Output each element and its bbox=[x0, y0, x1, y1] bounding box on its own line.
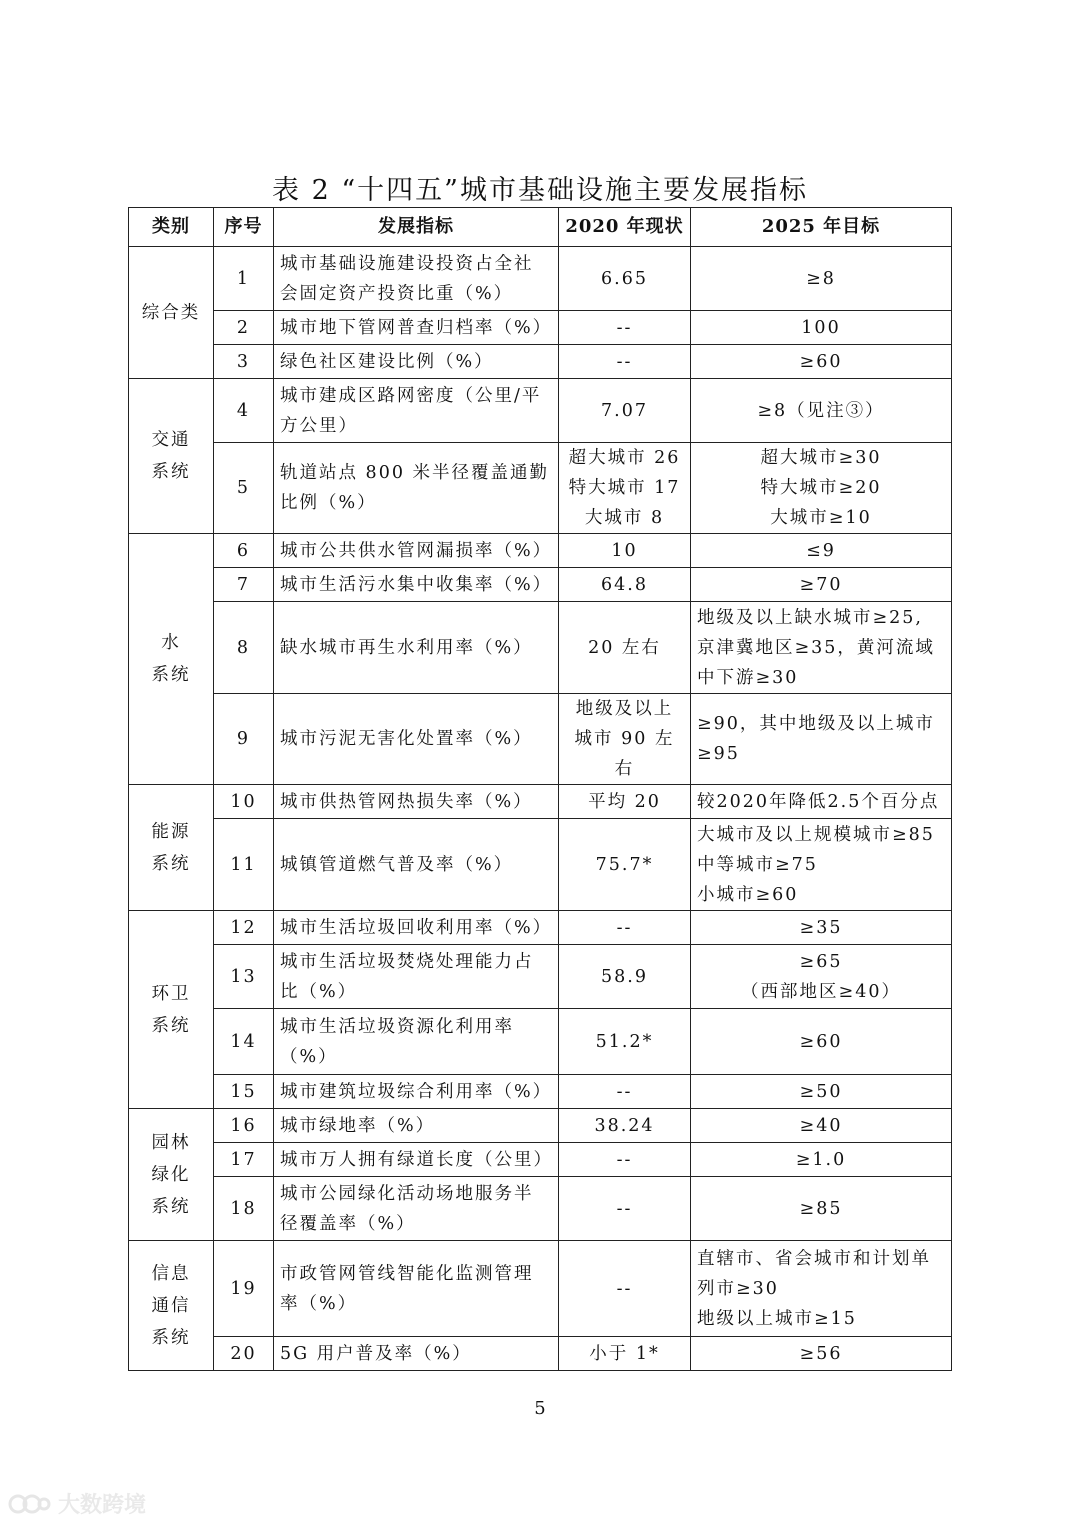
cell-line: 通信 bbox=[151, 1295, 191, 1316]
cell-line: 地级及以上缺水城市≥25, bbox=[697, 607, 923, 628]
cell-line: 城市 90 左右 bbox=[574, 729, 675, 779]
cell-line: 交通 bbox=[151, 430, 191, 450]
row-number-cell: 6 bbox=[214, 534, 274, 568]
cell-line: 城市公园绿化活动场地服务半 bbox=[280, 1183, 534, 1204]
cell-line: 列市≥30 bbox=[697, 1278, 779, 1299]
category-cell bbox=[129, 1109, 214, 1241]
cell-line: 中等城市≥75 bbox=[697, 854, 818, 875]
cell-line: 特大城市 17 bbox=[568, 478, 681, 498]
cell-line: 京津冀地区≥35，黄河流域 bbox=[697, 637, 935, 658]
header-target-2025: 2025 年目标 bbox=[691, 208, 952, 247]
row-number-cell: 15 bbox=[214, 1075, 274, 1109]
status-2020-cell bbox=[559, 1109, 691, 1143]
cell-line: 能源 bbox=[151, 821, 191, 842]
cell-line: 方公里） bbox=[280, 415, 358, 436]
cell-line: ≥56 bbox=[799, 1343, 843, 1364]
table-row bbox=[129, 311, 952, 345]
status-2020-cell bbox=[559, 568, 691, 602]
target-2025-cell bbox=[691, 443, 952, 534]
status-2020-cell bbox=[559, 1241, 691, 1337]
header-status-2020: 2020 年现状 bbox=[559, 208, 691, 247]
status-2020-cell bbox=[559, 1143, 691, 1177]
cell-line: 城市供热管网热损失率（%） bbox=[280, 791, 533, 812]
table-row bbox=[129, 945, 952, 1009]
category-cell bbox=[129, 785, 214, 911]
cell-line: 市政管网管线智能化监测管理 bbox=[280, 1263, 534, 1284]
target-2025-cell bbox=[691, 1075, 952, 1109]
cell-line: 城市生活垃圾回收利用率（%） bbox=[280, 917, 553, 938]
cell-line: 环卫 bbox=[151, 983, 191, 1004]
table-header-row bbox=[129, 208, 952, 247]
cell-line: 6.65 bbox=[601, 268, 648, 289]
cell-line: -- bbox=[616, 1198, 633, 1219]
header-indicator: 发展指标 bbox=[274, 208, 559, 247]
cell-line: -- bbox=[616, 351, 633, 372]
cell-line: 会固定资产投资比重（%） bbox=[280, 283, 514, 304]
indicator-cell bbox=[274, 1337, 559, 1371]
category-cell bbox=[129, 911, 214, 1109]
cell-line: -- bbox=[616, 1278, 633, 1299]
status-2020-cell bbox=[559, 379, 691, 443]
table-row bbox=[129, 819, 952, 911]
cell-line: ≤9 bbox=[806, 540, 836, 561]
cell-line: 特大城市≥20 bbox=[760, 478, 882, 498]
cell-line: 大城市 8 bbox=[584, 508, 665, 528]
cell-line: 系统 bbox=[151, 665, 191, 685]
indicator-cell bbox=[274, 1241, 559, 1337]
indicator-cell bbox=[274, 534, 559, 568]
row-number-cell: 20 bbox=[214, 1337, 274, 1371]
cell-line: 5G 用户普及率（%） bbox=[280, 1343, 472, 1364]
cell-line: 直辖市、省会城市和计划单 bbox=[697, 1248, 931, 1269]
cell-line: 大城市及以上规模城市≥85 bbox=[697, 824, 935, 845]
target-2025-cell bbox=[691, 1241, 952, 1337]
indicator-cell bbox=[274, 379, 559, 443]
indicator-cell bbox=[274, 602, 559, 694]
target-2025-cell bbox=[691, 694, 952, 785]
status-2020-cell bbox=[559, 945, 691, 1009]
table-row bbox=[129, 1241, 952, 1337]
row-number-cell: 7 bbox=[214, 568, 274, 602]
cell-line: 系统 bbox=[151, 1196, 191, 1217]
header-number: 序号 bbox=[214, 208, 274, 247]
status-2020-cell bbox=[559, 311, 691, 345]
target-2025-cell bbox=[691, 785, 952, 819]
table-row bbox=[129, 443, 952, 534]
status-2020-cell bbox=[559, 1075, 691, 1109]
cell-line: 大城市≥10 bbox=[770, 508, 872, 528]
cell-line: 绿化 bbox=[151, 1164, 191, 1185]
table-row bbox=[129, 345, 952, 379]
cell-line: 中下游≥30 bbox=[697, 667, 799, 688]
header-category: 类别 bbox=[129, 208, 214, 247]
table-row bbox=[129, 1009, 952, 1075]
row-number-cell: 1 bbox=[214, 247, 274, 311]
status-2020-cell bbox=[559, 694, 691, 785]
cell-line: 城市万人拥有绿道长度（公里） bbox=[280, 1149, 553, 1170]
table-row bbox=[129, 602, 952, 694]
cell-line: 城市生活垃圾焚烧处理能力占 bbox=[280, 951, 534, 972]
indicator-cell bbox=[274, 247, 559, 311]
watermark-logo-icon bbox=[8, 1491, 52, 1517]
cell-line: -- bbox=[616, 317, 633, 338]
row-number-cell: 18 bbox=[214, 1177, 274, 1241]
watermark-text: 大数跨境 bbox=[58, 1493, 147, 1518]
category-cell bbox=[129, 379, 214, 534]
table-row bbox=[129, 568, 952, 602]
status-2020-cell bbox=[559, 1337, 691, 1371]
cell-line: -- bbox=[616, 917, 633, 938]
cell-line: ≥60 bbox=[799, 351, 843, 372]
indicator-cell bbox=[274, 1143, 559, 1177]
cell-line: 比例（%） bbox=[280, 493, 377, 513]
cell-line: -- bbox=[616, 1149, 633, 1170]
indicator-cell bbox=[274, 694, 559, 785]
cell-line: 城市建成区路网密度（公里/平 bbox=[280, 385, 542, 406]
cell-line: 51.2* bbox=[595, 1031, 654, 1052]
cell-line: 径覆盖率（%） bbox=[280, 1213, 416, 1234]
table-row bbox=[129, 694, 952, 785]
target-2025-cell bbox=[691, 1177, 952, 1241]
target-2025-cell bbox=[691, 911, 952, 945]
cell-line: ≥35 bbox=[799, 917, 843, 938]
cell-line: 系统 bbox=[151, 1327, 191, 1348]
cell-line: 系统 bbox=[151, 1015, 191, 1036]
row-number-cell: 4 bbox=[214, 379, 274, 443]
indicator-cell bbox=[274, 345, 559, 379]
cell-line: 园林 bbox=[151, 1132, 191, 1153]
cell-line: 20 左右 bbox=[588, 637, 661, 658]
cell-line: 38.24 bbox=[594, 1115, 655, 1136]
row-number-cell: 5 bbox=[214, 443, 274, 534]
cell-line: 64.8 bbox=[601, 574, 648, 595]
table-title: 表 2 “十四五”城市基础设施主要发展指标 bbox=[272, 175, 808, 206]
target-2025-cell bbox=[691, 345, 952, 379]
indicator-cell bbox=[274, 1009, 559, 1075]
table-row bbox=[129, 1075, 952, 1109]
cell-line: 7.07 bbox=[601, 400, 648, 421]
cell-line: 小城市≥60 bbox=[697, 884, 799, 905]
indicator-cell bbox=[274, 443, 559, 534]
status-2020-cell bbox=[559, 247, 691, 311]
table-row bbox=[129, 1143, 952, 1177]
status-2020-cell bbox=[559, 443, 691, 534]
row-number-cell: 9 bbox=[214, 694, 274, 785]
row-number-cell: 13 bbox=[214, 945, 274, 1009]
cell-line: （西部地区≥40） bbox=[741, 981, 901, 1002]
cell-line: 城市建筑垃圾综合利用率（%） bbox=[280, 1081, 553, 1102]
row-number-cell: 3 bbox=[214, 345, 274, 379]
cell-line: ≥1.0 bbox=[795, 1149, 847, 1170]
table-row bbox=[129, 247, 952, 311]
row-number-cell: 16 bbox=[214, 1109, 274, 1143]
watermark bbox=[8, 1488, 146, 1519]
cell-line: 地级以上城市≥15 bbox=[697, 1308, 857, 1329]
table-row bbox=[129, 1109, 952, 1143]
table-row bbox=[129, 379, 952, 443]
cell-line: ≥60 bbox=[799, 1031, 843, 1052]
cell-line: 缺水城市再生水利用率（%） bbox=[280, 637, 533, 658]
table-row bbox=[129, 911, 952, 945]
indicator-cell bbox=[274, 568, 559, 602]
target-2025-cell bbox=[691, 379, 952, 443]
target-2025-cell bbox=[691, 1109, 952, 1143]
table-row bbox=[129, 1337, 952, 1371]
cell-line: 地级及以上 bbox=[575, 699, 674, 719]
target-2025-cell bbox=[691, 819, 952, 911]
cell-line: 10 bbox=[611, 540, 638, 561]
cell-line: 城市生活污水集中收集率（%） bbox=[280, 574, 553, 595]
cell-line: 城市绿地率（%） bbox=[280, 1115, 436, 1136]
target-2025-cell bbox=[691, 311, 952, 345]
target-2025-cell bbox=[691, 1009, 952, 1075]
target-2025-cell bbox=[691, 534, 952, 568]
row-number-cell: 10 bbox=[214, 785, 274, 819]
target-2025-cell bbox=[691, 602, 952, 694]
indicator-cell bbox=[274, 1109, 559, 1143]
status-2020-cell bbox=[559, 1009, 691, 1075]
row-number-cell: 2 bbox=[214, 311, 274, 345]
status-2020-cell bbox=[559, 911, 691, 945]
cell-line: 75.7* bbox=[595, 854, 654, 875]
cell-line: 100 bbox=[801, 317, 841, 338]
indicator-cell bbox=[274, 1075, 559, 1109]
cell-line: 城市公共供水管网漏损率（%） bbox=[280, 540, 553, 561]
status-2020-cell bbox=[559, 534, 691, 568]
indicator-cell bbox=[274, 311, 559, 345]
row-number-cell: 17 bbox=[214, 1143, 274, 1177]
cell-line: ≥70 bbox=[799, 574, 843, 595]
cell-line: -- bbox=[616, 1081, 633, 1102]
cell-line: 小于 1* bbox=[589, 1343, 660, 1364]
cell-line: 较2020年降低2.5个百分点 bbox=[697, 791, 940, 812]
target-2025-cell bbox=[691, 945, 952, 1009]
cell-line: 绿色社区建设比例（%） bbox=[280, 351, 494, 372]
indicator-cell bbox=[274, 1177, 559, 1241]
table-body bbox=[129, 247, 952, 1371]
target-2025-cell bbox=[691, 568, 952, 602]
indicator-table bbox=[128, 207, 952, 1371]
cell-line: ≥8（见注③） bbox=[757, 400, 885, 421]
cell-line: 城市基础设施建设投资占全社 bbox=[280, 253, 534, 274]
cell-line: 率（%） bbox=[280, 1293, 358, 1314]
cell-line: ≥65 bbox=[799, 951, 843, 972]
category-cell bbox=[129, 1241, 214, 1371]
cell-line: 超大城市≥30 bbox=[760, 448, 882, 468]
table-row bbox=[129, 534, 952, 568]
cell-line: 系统 bbox=[151, 853, 191, 874]
target-2025-cell bbox=[691, 247, 952, 311]
cell-line: 城镇管道燃气普及率（%） bbox=[280, 854, 514, 875]
cell-line: ≥50 bbox=[799, 1081, 843, 1102]
cell-line: 超大城市 26 bbox=[568, 448, 681, 468]
status-2020-cell bbox=[559, 345, 691, 379]
row-number-cell: 12 bbox=[214, 911, 274, 945]
indicator-cell bbox=[274, 819, 559, 911]
cell-line: ≥90，其中地级及以上城市 bbox=[697, 714, 935, 734]
status-2020-cell bbox=[559, 1177, 691, 1241]
indicator-cell bbox=[274, 785, 559, 819]
cell-line: 城市污泥无害化处置率（%） bbox=[280, 729, 533, 749]
cell-line: 水 bbox=[161, 633, 181, 653]
status-2020-cell bbox=[559, 785, 691, 819]
row-number-cell: 11 bbox=[214, 819, 274, 911]
target-2025-cell bbox=[691, 1143, 952, 1177]
cell-line: 信息 bbox=[151, 1263, 191, 1284]
page-number: 5 bbox=[534, 1398, 546, 1419]
row-number-cell: 19 bbox=[214, 1241, 274, 1337]
category-cell bbox=[129, 247, 214, 379]
cell-line: 比（%） bbox=[280, 981, 358, 1002]
table-row bbox=[129, 785, 952, 819]
indicator-cell bbox=[274, 945, 559, 1009]
cell-line: 综合类 bbox=[141, 302, 201, 323]
cell-line: ≥85 bbox=[799, 1198, 843, 1219]
cell-line: （%） bbox=[280, 1046, 338, 1067]
cell-line: 城市生活垃圾资源化利用率 bbox=[280, 1016, 514, 1037]
status-2020-cell bbox=[559, 602, 691, 694]
row-number-cell: 14 bbox=[214, 1009, 274, 1075]
cell-line: 58.9 bbox=[601, 966, 648, 987]
cell-line: 系统 bbox=[151, 462, 191, 482]
table-row bbox=[129, 1177, 952, 1241]
cell-line: ≥95 bbox=[697, 744, 740, 764]
cell-line: 城市地下管网普查归档率（%） bbox=[280, 317, 553, 338]
cell-line: 平均 20 bbox=[588, 791, 661, 812]
target-2025-cell bbox=[691, 1337, 952, 1371]
cell-line: ≥8 bbox=[806, 268, 836, 289]
indicator-cell bbox=[274, 911, 559, 945]
cell-line: 轨道站点 800 米半径覆盖通勤 bbox=[280, 463, 550, 483]
row-number-cell: 8 bbox=[214, 602, 274, 694]
category-cell bbox=[129, 534, 214, 785]
cell-line: ≥40 bbox=[799, 1115, 843, 1136]
status-2020-cell bbox=[559, 819, 691, 911]
